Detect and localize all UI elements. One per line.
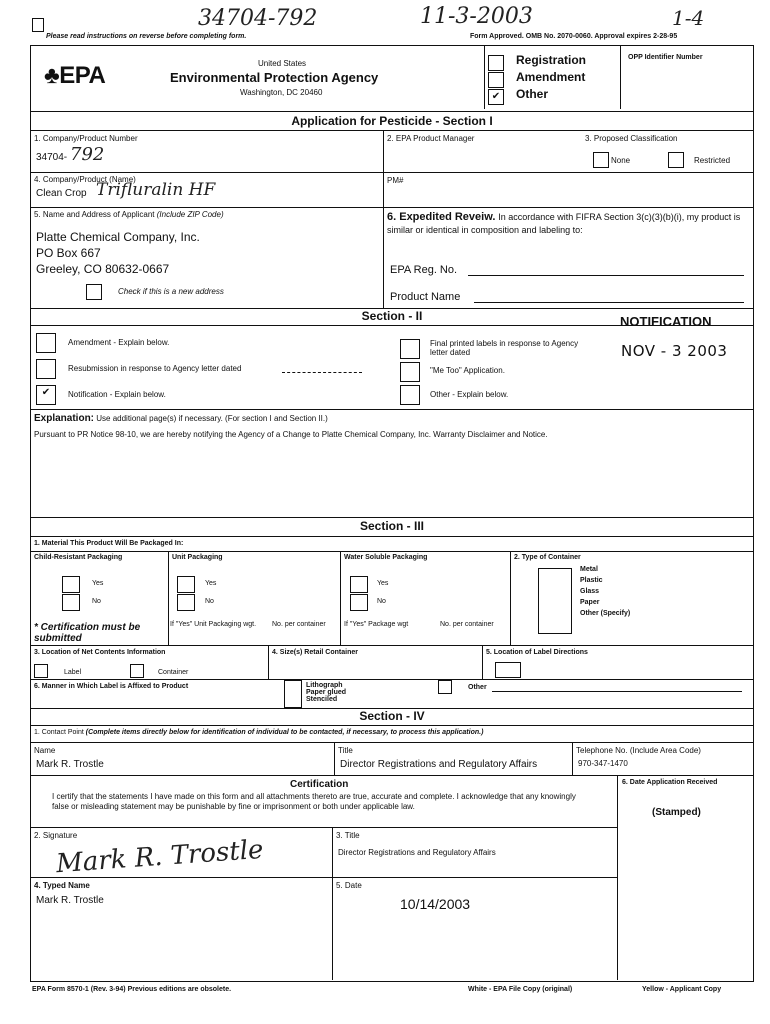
cert-title-label: 3. Title bbox=[336, 831, 360, 840]
row-rule-2 bbox=[30, 207, 754, 208]
expedited-review-label: 6. Expedited Reveiw. bbox=[387, 211, 496, 223]
pm-number-label: PM# bbox=[387, 176, 404, 185]
instructions-note: Please read instructions on reverse before completing form. bbox=[46, 33, 247, 40]
other-explain-label: Other - Explain below. bbox=[430, 390, 509, 399]
classification-none-label: None bbox=[611, 156, 631, 165]
net-contents-label-checkbox[interactable] bbox=[34, 664, 48, 678]
epa-logo-text: EPA bbox=[59, 62, 106, 89]
container-metal: Metal bbox=[580, 566, 598, 573]
unit-yes-checkbox[interactable] bbox=[177, 576, 195, 593]
new-address-label: Check if this is a new address bbox=[118, 287, 224, 296]
section3-row-rule-2 bbox=[30, 645, 754, 646]
expedited-review-text: In accordance with FIFRA Section 3(c)(3)(b)(i), my product is similar or identical in composition and labeling to: bbox=[387, 212, 741, 235]
name-label: Name bbox=[34, 746, 56, 755]
typed-name-label: 4. Typed Name bbox=[34, 881, 90, 890]
explanation-label: Explanation: bbox=[34, 413, 95, 424]
footer-yellow-copy: Yellow - Applicant Copy bbox=[642, 986, 722, 993]
epa-reg-no-label: EPA Reg. No. bbox=[390, 264, 458, 276]
container-glass: Glass bbox=[580, 588, 600, 595]
package-no-per-container-label: No. per container bbox=[440, 621, 494, 628]
affix-other-line bbox=[492, 691, 742, 692]
retail-container-size-label: 4. Size(s) Retail Container bbox=[272, 649, 358, 656]
date-label: 5. Date bbox=[336, 881, 362, 890]
container-other: Other (Specify) bbox=[580, 610, 631, 617]
section4-col-1 bbox=[334, 742, 335, 775]
section4-col-4 bbox=[332, 827, 333, 980]
handwritten-date: 11-3-2003 bbox=[420, 4, 533, 29]
section4-title-rule bbox=[30, 725, 754, 726]
company-product-number-label: 1. Company/Product Number bbox=[34, 134, 138, 143]
certification-text: I certify that the statements I have made on this form and all attachments thereto are true, accurate and complete. I acknowledge that any knowingly false or misleading statement may be punishable by fine or imprisonment or both under applicable law. bbox=[52, 792, 576, 811]
new-address-checkbox[interactable] bbox=[86, 284, 102, 300]
notification-stamp: NOTIFICATION bbox=[620, 314, 712, 329]
classification-restricted-checkbox[interactable] bbox=[668, 152, 684, 168]
omb-approval: Form Approved. OMB No. 2070-0060. Approval expires 2-28-95 bbox=[470, 33, 678, 40]
epa-logo-icon: ♣ bbox=[44, 62, 60, 89]
section3-col-3 bbox=[510, 551, 511, 645]
section1-title-rule bbox=[30, 130, 754, 131]
proposed-classification-label: 3. Proposed Classification bbox=[585, 134, 678, 143]
container-paper: Paper bbox=[580, 599, 600, 606]
container-plastic: Plastic bbox=[580, 577, 603, 584]
classification-none-checkbox[interactable] bbox=[593, 152, 609, 168]
typed-name-value: Mark R. Trostle bbox=[36, 895, 104, 906]
final-labels-label: Final printed labels in response to Agency letter dated bbox=[430, 339, 579, 357]
date-value: 10/14/2003 bbox=[400, 896, 471, 912]
section3-top-rule bbox=[30, 517, 754, 518]
section3-col-5 bbox=[482, 645, 483, 679]
me-too-checkbox[interactable] bbox=[400, 362, 420, 382]
united-states-label: United States bbox=[258, 59, 307, 68]
handwritten-page: 1-4 bbox=[672, 6, 705, 30]
label-directions-checkbox[interactable] bbox=[495, 662, 521, 678]
epa-logo bbox=[44, 62, 105, 90]
section3-col-4 bbox=[268, 645, 269, 679]
stamped-label: (Stamped) bbox=[652, 807, 701, 818]
company-product-name-label: 4. Company/Product (Name) bbox=[34, 175, 136, 184]
telephone-value: 970-347-1470 bbox=[578, 759, 628, 768]
section3-row-rule-3 bbox=[30, 679, 754, 680]
affix-paper-glued: Paper glued bbox=[306, 689, 347, 696]
certification-title: Certification bbox=[290, 779, 349, 790]
handwritten-product-name: Trifluralin HF bbox=[96, 180, 216, 200]
unit-packaging-wgt-label: If "Yes" Unit Packaging wgt. bbox=[170, 621, 257, 628]
net-contents-container-checkbox[interactable] bbox=[130, 664, 144, 678]
section3-col-2 bbox=[340, 551, 341, 645]
section3-row-rule-1 bbox=[30, 551, 754, 552]
title-value: Director Registrations and Regulatory Affairs bbox=[340, 759, 538, 770]
type-of-container-label: 2. Type of Container bbox=[514, 554, 581, 561]
unit-packaging-label: Unit Packaging bbox=[172, 554, 223, 561]
section2-title-rule bbox=[30, 325, 754, 326]
section3-title-rule bbox=[30, 536, 754, 537]
applicant-line-1: Platte Chemical Company, Inc. bbox=[36, 230, 200, 244]
wsp-no-checkbox[interactable] bbox=[350, 594, 368, 611]
epa-reg-no-line bbox=[468, 275, 744, 276]
other-label: Other bbox=[516, 87, 549, 101]
unit-yes-label: Yes bbox=[205, 580, 217, 587]
explanation-rule bbox=[30, 409, 754, 410]
contact-point-note: (Complete items directly below for identification of individual to be contacted, if necessary, to process this application.) bbox=[85, 729, 484, 736]
section1-title: Application for Pesticide - Section I bbox=[291, 114, 493, 128]
amendment-label: Amendment bbox=[516, 70, 586, 84]
water-soluble-label: Water Soluble Packaging bbox=[344, 554, 428, 561]
applicant-address-label-text: 5. Name and Address of Applicant bbox=[34, 210, 155, 219]
product-name-line bbox=[474, 302, 744, 303]
amendment-checkbox[interactable] bbox=[488, 72, 504, 88]
amendment-explain-label: Amendment - Explain below. bbox=[68, 338, 170, 347]
crp-yes-label: Yes bbox=[92, 580, 104, 587]
section4-col-2 bbox=[572, 742, 573, 775]
certification-must-note: * Certification must be submitted bbox=[34, 622, 141, 644]
footer-form-number: EPA Form 8570-1 (Rev. 3-94) Previous editions are obsolete. bbox=[32, 986, 232, 993]
other-explain-checkbox[interactable] bbox=[400, 385, 420, 405]
affix-method-checkbox[interactable] bbox=[284, 680, 302, 708]
section1-top-rule bbox=[30, 111, 754, 112]
wsp-yes-label: Yes bbox=[377, 580, 389, 587]
affix-other-label: Other bbox=[468, 684, 487, 691]
applicant-address-label bbox=[34, 210, 224, 219]
stamp-date: NOV - 3 2003 bbox=[621, 342, 728, 360]
handwritten-file-number: 34704-792 bbox=[198, 6, 318, 31]
expedited-review-block bbox=[387, 211, 747, 237]
row-rule-1 bbox=[30, 172, 754, 173]
wsp-no-label: No bbox=[377, 598, 386, 605]
notification-label: Notification - Explain below. bbox=[68, 390, 166, 399]
label-directions-location-label: 5. Location of Label Directions bbox=[486, 649, 588, 656]
resubmission-date-line bbox=[282, 372, 362, 373]
agency-location: Washington, DC 20460 bbox=[240, 88, 323, 97]
handwritten-product-number: 792 bbox=[70, 144, 105, 165]
epa-product-manager-label: 2. EPA Product Manager bbox=[387, 134, 475, 143]
child-resistant-label: Child-Resistant Packaging bbox=[34, 554, 123, 561]
opp-identifier-label: OPP Identifier Number bbox=[628, 54, 703, 61]
handwritten-signature: Mark R. Trostle bbox=[55, 834, 265, 880]
unit-no-per-container-label: No. per container bbox=[272, 621, 326, 628]
wsp-yes-checkbox[interactable] bbox=[350, 576, 368, 593]
explanation-note: Use additional page(s) if necessary. (For section I and Section II.) bbox=[96, 414, 328, 423]
affix-stenciled: Stenciled bbox=[306, 696, 338, 703]
section4-row-rule-2 bbox=[30, 775, 754, 776]
net-contents-container-option: Container bbox=[158, 669, 189, 676]
section3-col-1 bbox=[168, 551, 169, 645]
label-affixed-label: 6. Manner in Which Label is Affixed to Product bbox=[34, 683, 189, 690]
product-name-label: Product Name bbox=[390, 291, 461, 303]
explanation-heading bbox=[34, 413, 328, 424]
signature-label: 2. Signature bbox=[34, 831, 78, 840]
date-received-label: 6. Date Application Received bbox=[622, 779, 718, 786]
contact-point-heading bbox=[34, 729, 483, 736]
container-type-boxes[interactable] bbox=[538, 568, 572, 634]
net-contents-label-option: Label bbox=[64, 669, 82, 676]
unit-no-checkbox[interactable] bbox=[177, 594, 195, 611]
package-wgt-label: If "Yes" Package wgt bbox=[344, 621, 409, 628]
company-product-number-value: 34704- bbox=[36, 152, 68, 163]
section4-row-rule-1 bbox=[30, 742, 754, 743]
name-value: Mark R. Trostle bbox=[36, 759, 104, 770]
affix-lithograph: Lithograph bbox=[306, 682, 343, 689]
section2-title: Section - II bbox=[361, 309, 423, 323]
classification-restricted-label: Restricted bbox=[694, 156, 731, 165]
notification-checkbox[interactable]: ✔ bbox=[36, 385, 56, 405]
section4-col-3 bbox=[617, 775, 618, 980]
form-corner-icon bbox=[32, 18, 44, 32]
cert-title-value: Director Registrations and Regulatory Affairs bbox=[338, 848, 496, 857]
section4-title: Section - IV bbox=[359, 709, 425, 723]
section1-col-divider bbox=[383, 130, 384, 308]
opp-divider bbox=[620, 45, 621, 109]
resubmission-label: Resubmission in response to Agency letter dated bbox=[68, 364, 242, 373]
material-packaged-label: 1. Material This Product Will Be Packaged In: bbox=[34, 540, 184, 547]
final-labels-checkbox[interactable] bbox=[400, 339, 420, 359]
me-too-label: "Me Too" Application. bbox=[430, 366, 505, 375]
crp-no-label: No bbox=[92, 598, 101, 605]
company-product-name-value: Clean Crop bbox=[36, 188, 87, 199]
explanation-text: Pursuant to PR Notice 98-10, we are hereby notifying the Agency of a Change to Platte Chemical Company, Inc. Warranty Disclaimer and Notice. bbox=[34, 430, 548, 439]
crp-yes-checkbox[interactable] bbox=[62, 576, 80, 593]
contact-point-label: 1. Contact Point bbox=[34, 729, 84, 736]
section4-row-rule-3 bbox=[30, 827, 617, 828]
header-divider bbox=[484, 45, 485, 109]
applicant-line-2: PO Box 667 bbox=[36, 246, 101, 260]
registration-label: Registration bbox=[516, 53, 587, 67]
unit-no-label: No bbox=[205, 598, 214, 605]
amendment-explain-checkbox[interactable] bbox=[36, 333, 56, 353]
crp-no-checkbox[interactable] bbox=[62, 594, 80, 611]
section4-row-rule-4 bbox=[30, 877, 617, 878]
telephone-label: Telephone No. (Include Area Code) bbox=[576, 746, 701, 755]
agency-name: Environmental Protection Agency bbox=[170, 70, 379, 85]
affix-other-checkbox[interactable] bbox=[438, 680, 452, 694]
title-label: Title bbox=[338, 746, 353, 755]
other-checkbox[interactable]: ✔ bbox=[488, 89, 504, 105]
applicant-address-label-note: (Include ZIP Code) bbox=[156, 210, 224, 219]
applicant-line-3: Greeley, CO 80632-0667 bbox=[36, 262, 170, 276]
footer-white-copy: White - EPA File Copy (original) bbox=[468, 986, 573, 993]
net-contents-location-label: 3. Location of Net Contents Information bbox=[34, 649, 166, 656]
section3-title: Section - III bbox=[359, 519, 424, 533]
resubmission-checkbox[interactable] bbox=[36, 359, 56, 379]
registration-checkbox[interactable] bbox=[488, 55, 504, 71]
